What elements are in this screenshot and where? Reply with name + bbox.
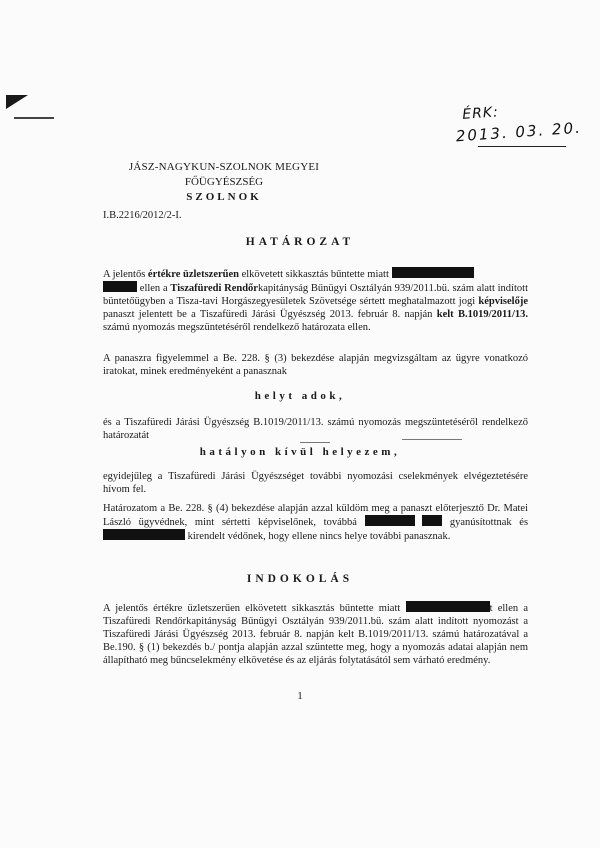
- text: gyanúsítottnak és: [442, 517, 529, 528]
- scan-corner-mark: [6, 95, 28, 109]
- stamp-underline: [478, 146, 566, 147]
- decision-annul: hatályon kívül helyezem,: [199, 446, 401, 458]
- text-bold: értékre üzletszerűen: [147, 269, 239, 280]
- redaction-bar: [422, 515, 442, 526]
- redaction-bar: [103, 529, 185, 540]
- received-label: ÉRK:: [461, 104, 500, 123]
- page-number: 1: [297, 690, 303, 702]
- document-title: HATÁROZAT: [245, 236, 355, 248]
- text: panaszt jelentett be a Tiszafüredi Járási Ügyészség 2013. február 8. napján: [103, 309, 437, 320]
- scan-dash: [300, 442, 330, 443]
- authority-line1: JÁSZ-NAGYKUN-SZOLNOK MEGYEI: [128, 161, 320, 173]
- paragraph-reasoning: [103, 601, 528, 667]
- text-bold: kelt B.1019/2011/13.: [436, 309, 528, 320]
- reference-number: I.B.2216/2012/2-I.: [103, 210, 182, 221]
- paragraph-review: A panaszra figyelemmel a Be. 228. § (3) bekezdése alapján megvizsgáltam az ügyre vonatkozó iratokat, minek eredményeként a panasznak: [103, 353, 528, 377]
- received-date: 2013. 03. 20.: [455, 118, 583, 146]
- paragraph-instruction: egyidejűleg a Tiszafüredi Járási Ügyészséget további nyomozási cselekmények elvégeztetésére hívom fel.: [103, 471, 528, 495]
- decision-accept: helyt adok,: [254, 390, 346, 402]
- redaction-bar: [392, 267, 474, 278]
- text: ellen a: [137, 283, 171, 294]
- text: számú nyomozás megszüntetéséről rendelkező határozata ellen.: [103, 322, 371, 333]
- scan-dash: [402, 439, 462, 440]
- paragraph-complaint: [103, 267, 528, 334]
- text-bold: Tiszafüredi Rendőr: [170, 283, 258, 294]
- text-bold: képviselője: [478, 296, 528, 307]
- text: A jelentős: [103, 269, 148, 280]
- paragraph-annul: és a Tiszafüredi Járási Ügyészség B.1019/2011/13. számú nyomozás megszüntetéséről rendelkező határozatát: [103, 417, 528, 441]
- text: Határozatom a Be. 228. § (4) bekezdése alapján azzal küldöm meg a panaszt előterjesztő Dr. Matei László ügyvédnek, mint sértetti képviselőnek, továbbá: [103, 503, 528, 528]
- paragraph-notification: [103, 502, 528, 543]
- received-stamp: [454, 99, 583, 146]
- issuing-authority: [124, 160, 324, 205]
- authority-line3: SZOLNOK: [186, 191, 262, 203]
- text: t ellen a Tiszafüredi Rendőrkapitányság Bűnügyi Osztályán 939/2011.bü. szám alatt indított nyomozást a Tiszafüredi Járási Ügyészség 2013. február 8. napján kelt B.1019/2011/13. számú határozatával a Be.190. § (1) bekezdés b./ pontja alapján azzal szüntette meg, hogy a nyomozás adatai alapján nem állapítható meg bűncselekmény elkövetése és az eljárás folytatásától sem várható eredmény.: [103, 603, 529, 666]
- redaction-bar: [365, 515, 415, 526]
- text: kirendelt védőnek, hogy ellene nincs helye további panasznak.: [185, 531, 451, 542]
- authority-line2: FŐÜGYÉSZSÉG: [184, 176, 264, 188]
- scan-corner-line: [14, 117, 54, 119]
- text: elkövetett sikkasztás bűntette miatt: [238, 269, 389, 280]
- reasoning-title: INDOKOLÁS: [246, 573, 354, 585]
- redaction-bar: [103, 281, 137, 292]
- text: A jelentős értékre üzletszerűen elkövetett sikkasztás bűntette miatt: [103, 603, 401, 614]
- text: kapitányság Bűnügyi Osztályán 939/2011.bü. szám alatt indított büntetőügyben a Tisza-tavi Horgászegyesületek Szövetsége sértett meghatalmazott jogi: [103, 283, 528, 307]
- redaction-bar: [406, 601, 490, 612]
